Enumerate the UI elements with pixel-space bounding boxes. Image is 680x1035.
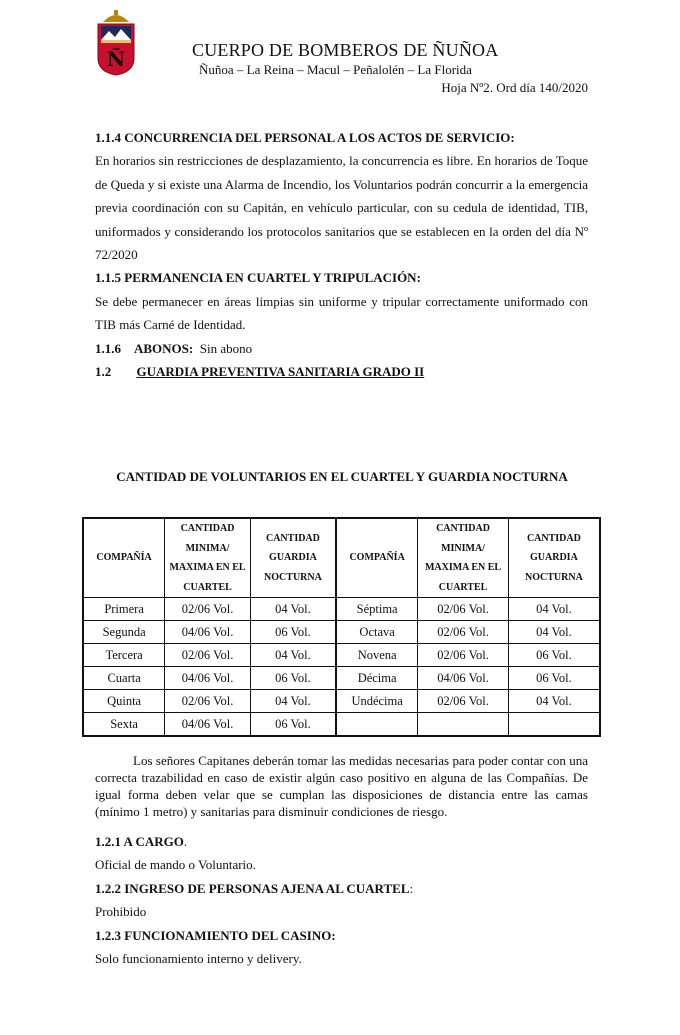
sheet-reference: Hoja Nº2. Ord día 140/2020 <box>441 80 588 95</box>
table-cell: 02/06 Vol. <box>418 621 509 644</box>
table-row <box>83 598 600 621</box>
table-title: CANTIDAD DE VOLUNTARIOS EN EL CUARTEL Y GUARDIA NOCTURNA <box>116 469 568 484</box>
upper-sections <box>95 126 588 383</box>
institution-communes: Ñuñoa – La Reina – Macul – Peñalolén – La Florida <box>199 62 472 77</box>
logo-letter: Ñ <box>106 47 126 71</box>
col-minmax-left: CANTIDAD MINIMA/ MAXIMA EN EL CUARTEL <box>165 518 251 598</box>
table-cell: 02/06 Vol. <box>165 690 251 713</box>
section-1-2-1-title: 1.2.1 A CARGO <box>95 834 184 849</box>
table-cell: 02/06 Vol. <box>165 644 251 667</box>
table-cell: Tercera <box>83 644 165 667</box>
table-header-row <box>83 518 600 598</box>
section-1-2-1-body: Oficial de mando o Voluntario. <box>95 857 256 873</box>
table-cell: Décima <box>336 667 418 690</box>
section-1-2-1-heading <box>95 830 588 853</box>
table-cell: 04/06 Vol. <box>418 667 509 690</box>
table-cell: 04 Vol. <box>250 598 336 621</box>
section-1-2-2-title: 1.2.2 INGRESO DE PERSONAS AJENA AL CUARTEL <box>95 880 410 896</box>
table-cell: Cuarta <box>83 667 165 690</box>
table-cell: 02/06 Vol. <box>418 598 509 621</box>
table-row <box>83 644 600 667</box>
section-1-2-3-heading: 1.2.3 FUNCIONAMIENTO DEL CASINO: <box>95 927 336 943</box>
table-cell: Primera <box>83 598 165 621</box>
fire-department-logo <box>95 10 137 76</box>
section-1-2-number: 1.2 <box>95 364 112 380</box>
table-cell: 04 Vol. <box>508 598 600 621</box>
table-cell: 06 Vol. <box>250 621 336 644</box>
table-cell: 04/06 Vol. <box>165 667 251 690</box>
table-cell: 06 Vol. <box>250 667 336 690</box>
table-cell: 04 Vol. <box>508 690 600 713</box>
captains-instructions-paragraph: Los señores Capitanes deberán tomar las medidas necesarias para poder contar con una correcta trazabilidad en caso de existir algún caso positivo en alguna de las Compañías. De igual forma deben velar que se cumplan las disposiciones de distancia entre las camas (mínimo 1 metro) y sanitarias para disminuir condiciones de riesgo. <box>95 753 588 819</box>
col-company-left: COMPAÑÍA <box>83 518 165 598</box>
table-cell: 02/06 Vol. <box>418 644 509 667</box>
table-cell: 04 Vol. <box>250 690 336 713</box>
table-cell <box>418 713 509 737</box>
section-1-1-5-heading: 1.1.5 PERMANENCIA EN CUARTEL Y TRIPULACIÓN: <box>95 270 421 286</box>
section-1-1-6-label: ABONOS: <box>134 340 194 356</box>
section-1-2-title: GUARDIA PREVENTIVA SANITARIA GRADO II <box>136 364 425 380</box>
table-row <box>83 667 600 690</box>
table-cell: Segunda <box>83 621 165 644</box>
col-night-right: CANTIDAD GUARDIA NOCTURNA <box>508 518 600 598</box>
institution-title: CUERPO DE BOMBEROS DE ÑUÑOA <box>192 40 499 60</box>
volunteers-table <box>82 517 601 737</box>
table-cell: 04 Vol. <box>508 621 600 644</box>
section-1-2-2-suffix: : <box>409 880 414 896</box>
table-cell: Séptima <box>336 598 418 621</box>
table-cell <box>336 713 418 737</box>
table-cell: Octava <box>336 621 418 644</box>
table-cell: 04/06 Vol. <box>165 621 251 644</box>
table-row <box>83 690 600 713</box>
section-1-2-1-suffix: . <box>183 834 188 849</box>
col-minmax-right: CANTIDAD MINIMA/ MAXIMA EN EL CUARTEL <box>418 518 509 598</box>
table-cell: Quinta <box>83 690 165 713</box>
lower-sections <box>95 830 588 970</box>
section-1-1-6 <box>95 337 588 360</box>
table-cell: 02/06 Vol. <box>418 690 509 713</box>
section-1-1-4-heading: 1.1.4 CONCURRENCIA DEL PERSONAL A LOS ACTOS DE SERVICIO: <box>95 130 515 145</box>
col-night-left: CANTIDAD GUARDIA NOCTURNA <box>250 518 336 598</box>
table-row <box>83 713 600 737</box>
table-cell: 06 Vol. <box>250 713 336 737</box>
table-cell: Sexta <box>83 713 165 737</box>
table-cell: 06 Vol. <box>508 644 600 667</box>
table-cell: 02/06 Vol. <box>165 598 251 621</box>
section-1-1-4-body: En horarios sin restricciones de desplazamiento, la concurrencia es libre. En horarios de Toque de Queda y si existe una Alarma de Incendio, los Voluntarios podrán concurrir a la emergencia previa coordinación con su Capitán, en vehículo particular, con su cedula de identidad, TIB, uniformados y considerando los protocolos sanitarios que se establecen en la orden del día Nº 72/2020 <box>95 153 588 263</box>
section-1-1-5-body: Se debe permanecer en áreas limpias sin uniforme y tripular correctamente uniformado con TIB más Carné de Identidad. <box>95 293 588 333</box>
section-1-2-heading <box>95 360 588 383</box>
table-cell: Undécima <box>336 690 418 713</box>
table-row <box>83 621 600 644</box>
table-cell: Novena <box>336 644 418 667</box>
table-cell: 06 Vol. <box>508 667 600 690</box>
table-cell: 04 Vol. <box>250 644 336 667</box>
section-1-1-6-value: Sin abono <box>199 340 253 356</box>
table-cell <box>508 713 600 737</box>
section-1-2-3-body: Solo funcionamiento interno y delivery. <box>95 951 302 967</box>
table-cell: 04/06 Vol. <box>165 713 251 737</box>
section-1-2-2-heading <box>95 877 588 900</box>
col-company-right: COMPAÑÍA <box>336 518 418 598</box>
section-1-1-6-number: 1.1.6 <box>95 340 121 356</box>
section-1-2-2-body: Prohibido <box>95 904 147 920</box>
